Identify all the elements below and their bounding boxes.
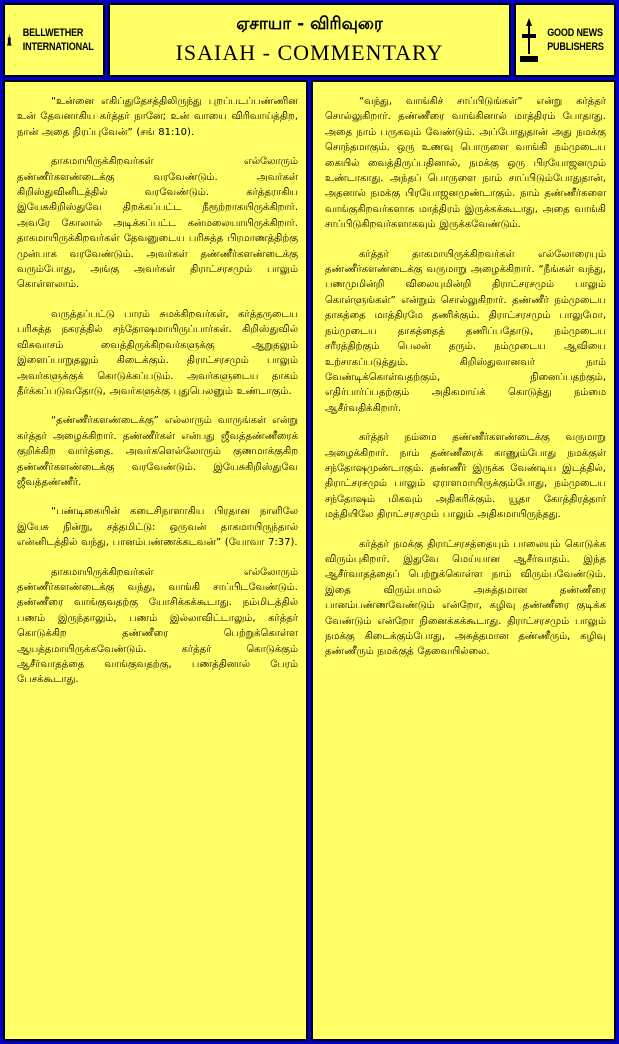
left-column	[3, 80, 308, 1041]
page-title-banner	[108, 3, 511, 77]
right-logo-line2: PUBLISHERS	[547, 41, 604, 53]
right-paragraph-4: கர்த்தர் நமக்கு திராட்சரசத்தையும் பாலையும் கொடுக்க விரும்புகிறார். இதுவே மெய்யான ஆசீர்வாதம். இந்த ஆசீர்வாதத்தைப் பெற்றுக்கொள்ள நாம் விரும்பவேண்டும். இதை விரும்பாமல் அசுத்தமான தண்ணீரை பானம்பண்ணவேண்டும் என்றோ, கழிவு தண்ணீரை குடிக்க வேண்டும் என்றோ நினைக்கக்கூடாது. திராட்சரசமும் பாலும் நமக்கு கிடைக்கும்போது, அசுத்தமான தண்ணீரும், கழிவு தண்ணீரும் நமக்குத் தேவையில்லை.	[325, 538, 606, 658]
left-paragraph-5: “பண்டிகையின் கடைசிநாளாகிய பிரதான நாளிலே இயேசு நின்று, சத்தமிட்டு: ஒருவன் தாகமாயிருந்தால் என்னிடத்தில் வந்து, பானம்பண்ணக்கடவன்” (யோவா 7:37).	[17, 506, 298, 549]
left-logo-line2: INTERNATIONAL	[22, 41, 94, 53]
right-logo-line1: GOOD NEWS	[547, 27, 603, 39]
left-logo-line1: BELLWETHER	[22, 27, 83, 39]
left-logo	[3, 3, 105, 77]
right-column	[311, 80, 616, 1041]
left-paragraph-1: “உன்னை எகிப்துதேசத்திலிருந்து புறப்படப்பண்ணின உன் தேவனாகிய கர்த்தர் நானே; உன் வாயை விரிவாய்த்திற, நான் அதை நிரப்புவேன்” (சங் 81:10).	[17, 96, 298, 138]
bellwether-logo-icon	[7, 18, 12, 62]
left-paragraph-2: தாகமாயிருக்கிறவர்கள் எல்லோரும் தண்ணீர்களண்டைக்கு வரவேண்டும். அவர்கள் கிறிஸ்துவினிடத்தில் வரவேண்டும். கர்த்தராகிய இயேசுகிறிஸ்துவே திறக்கப்பட்ட நீரூற்றாகயிருக்கிறார். அவரே கோலால் அடிக்கப்பட்ட கன்மலையாயிருக்கிறார். தாகமாயிருக்கிறவர்கள் தேவனுடைய பரிசுத்த பிரமாணத்திற்கு முன்பாக வரவேண்டும். அவர்கள் தண்ணீர்களண்டைக்கு வரும்போது, அங்கு அவர்கள் திராட்சரசமும் பாலும் கொள்ளலாம்.	[17, 156, 298, 291]
left-paragraph-6: தாகமாயிருக்கிறவர்கள் எல்லோரும் தண்ணீர்களண்டைக்கு வந்து, வாங்கி சாப்பிடவேண்டும். தண்ணீரை வாங்குவதற்கு யோசிக்கக்கூடாது. நம்மிடத்தில் பணம் இருந்தாலும், பணம் இல்லாவிட்டாலும், கர்த்தர் கொடுக்கிற தண்ணீரை பெற்றுக்கொள்ள ஆயத்தமாயிருக்கவேண்டும். கர்த்தர் கொடுக்கும் ஆசீர்வாதத்தை வாங்குவதற்கு, பணத்தினால் பேரம் பேசக்கூடாது.	[17, 566, 298, 686]
right-paragraph-3: கர்த்தர் நம்மை தண்ணீர்களண்டைக்கு வருமாறு அழைக்கிறார். நாம் தண்ணீரைக் காணும்போது நமக்குள் சந்தோஷமுண்டாகும். தண்ணீர் இருக்க வேண்டிய இடத்தில், திராட்சரசமும் பாலும் ஏராளமாயிருக்கும்போது, நம்முடைய சந்தோஷம் மிகவும் அதிகரிக்கும். யூதா கோத்திரத்தார் மத்தியிலே திராட்சரசமும் பாலும் அதிகமாயிருந்தது.	[325, 432, 606, 521]
left-logo-text	[15, 26, 101, 54]
title-tamil: ஏசாயா - விரிவுரை	[236, 14, 383, 34]
left-paragraph-4: “தண்ணீர்களண்டைக்கு” எல்லாரும் வாருங்கள் என்று கர்த்தர் அழைக்கிறார். தண்ணீர்கள் என்பது ஜீவத்தண்ணீரைக் குறிக்கிற வார்த்தை. அவர்களெல்லோரும் குணமாக்குகிற தண்ணீர்களண்டைக்கு வரவேண்டும். இயேசுகிறிஸ்துவே ஜீவத்தண்ணீர்.	[17, 415, 298, 488]
good-news-logo-icon	[520, 18, 538, 62]
title-english: ISAIAH - COMMENTARY	[175, 40, 444, 65]
right-logo-text	[541, 26, 610, 54]
right-paragraph-2: கர்த்தர் தாகமாயிருக்கிறவர்கள் எல்லோரையும் தண்ணீர்களண்டைக்கு வருமாறு அழைக்கிறார். “நீங்கள் வந்து, பணமுமின்றி விலையுமின்றி திராட்சரசமும் பாலும் கொள்ளுங்கள்” என்றும் சொல்லுகிறார். தண்ணீர் நம்முடைய தாகத்தை மாத்திரமே தணிக்கும். திராட்சரசமும் பாலுமோ, நம்முடைய தாகத்தைத் தணிப்பதோடு, நம்முடைய சரீரத்திற்கும் பெலன் தரும். நம்முடைய ஆவியை உற்சாகப்படுத்தும். கிறிஸ்துவானவர் நாம் வேண்டிக்கொள்வதற்கும், நினைப்பதற்கும், எதிர்பார்ப்பதற்கும் அதிகமாய்க் கொடுத்து நம்மை ஆசீர்வதிக்கிறார்.	[325, 248, 606, 414]
right-paragraph-1: “வந்து, வாங்கிச் சாப்பிடுங்கள்” என்று கர்த்தர் சொல்லுகிறார். தண்ணீரை வாங்கினால் மாத்திரம் போதாது. அதை நாம் பருகவும் வேண்டும். அப்போதுதான் அது நமக்கு சொந்தமாகும். ஒரு உணவு பொருளை வாங்கி நம்முடைய கையில் வைத்திருப்பதினால், நமக்கு ஒரு பிரயோஜனமும் உண்டாகாது. அந்தப் பொருளை நாம் சாப்பிடும்போதுதான், அதனால் நமக்கு பிரயோஜனமுண்டாகும். நாம் தண்ணீர்களை வாங்குகிறவர்களாக மாத்திரம் இருக்கக்கூடாது, அதை வாங்கி சாப்பிடுகிறவர்களாகவும் இருக்கவேண்டும்.	[325, 96, 606, 231]
left-paragraph-3: வருத்தப்பட்டு பாரம் சுமக்கிறவர்கள், கர்த்தருடைய பரிசுத்த நகரத்தில் சந்தோஷமாயிருப்பார்கள். கிறிஸ்துவில் விசுவாசம் வைத்திருக்கிறவர்களுக்கு ஆறுதலும் இளைப்பாறுதலும் கிடைக்கும். திராட்சரசமும் பாலும் அவர்களுக்குக் கொடுக்கப்படும். அவர்களுடைய தாகம் தீர்க்கப்படுவதோடு, அவர்களுக்கு புதுபெலனும் உண்டாகும்.	[17, 308, 298, 397]
right-logo	[514, 3, 616, 77]
